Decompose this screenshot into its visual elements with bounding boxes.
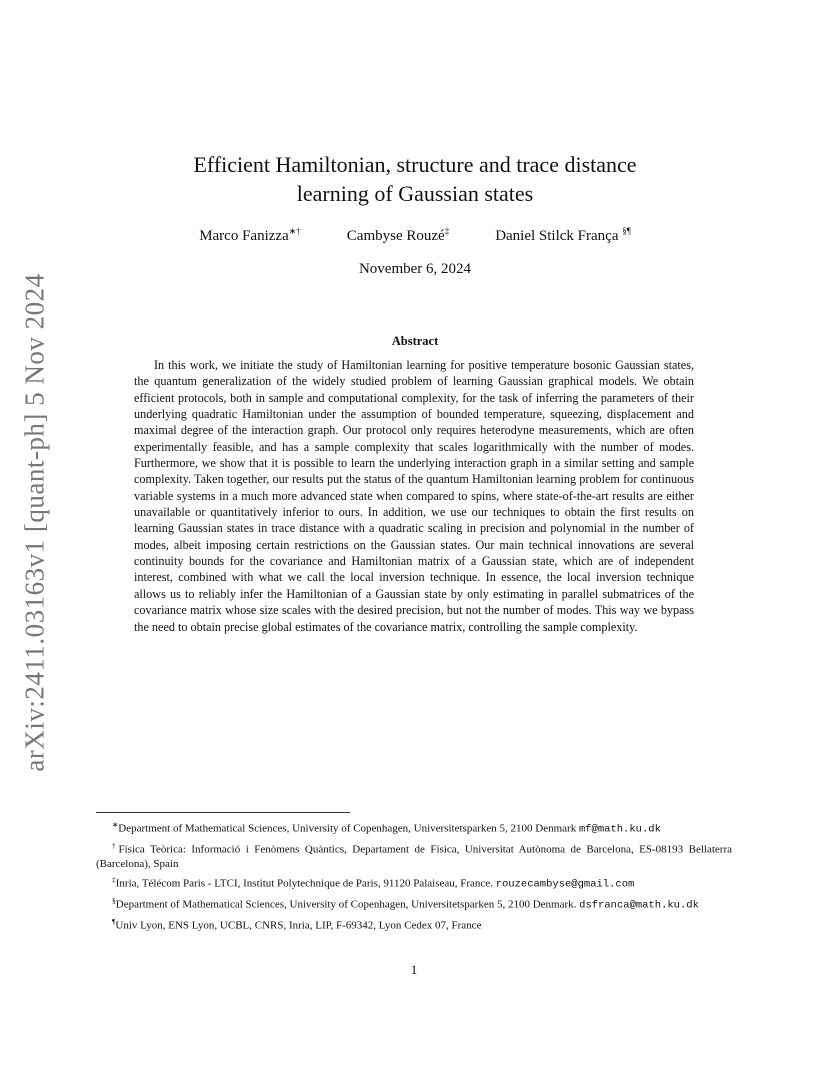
author-affiliation-marks: §¶ <box>622 226 631 236</box>
author-list <box>120 226 710 245</box>
footnote-4 <box>96 893 732 914</box>
footnotes <box>96 817 732 933</box>
abstract-text: In this work, we initiate the study of Hamiltonian learning for positive temperature bosonic Gaussian states, the quantum generalization of the widely studied problem of learning Gaussian graphical models. We obtain efficient protocols, both in sample and computational complexity, for the task of inferring the parameters of their underlying quadratic Hamiltonian under the assumption of bounded temperature, squeezing, displacement and maximal degree of the interaction graph. Our protocol only requires heterodyne measurements, which are often experimentally feasible, and has a sample complexity that scales logarithmically with the number of modes. Furthermore, we show that it is possible to learn the underlying interaction graph in a similar setting and sample complexity. Taken together, our results put the status of the quantum Hamiltonian learning problem for continuous variable systems in a much more advanced state when compared to spins, where state-of-the-art results are either unavailable or quantitatively inferior to ours. In addition, we use our techniques to obtain the first results on learning Gaussian states in trace distance with a quadratic scaling in precision and polynomial in the number of modes, albeit imposing certain restrictions on the Gaussian states. Our main technical innovations are several continuity bounds for the covariance and Hamiltonian matrix of a Gaussian state, which are of independent interest, combined with what we call the local inversion technique. In essence, the local inversion technique allows us to reliably infer the Hamiltonian of a Gaussian state by only estimating in parallel submatrices of the covariance matrix whose size scales with the desired precision, but not the number of modes. This way we bypass the need to obtain precise global estimates of the covariance matrix, controlling the sample complexity. <box>134 358 694 634</box>
footnote-mark: ∗ <box>112 820 119 829</box>
footnote-text: Inria, Télécom Paris - LTCI, Institut Polytechnique de Paris, 91120 Palaiseau, France. <box>115 877 496 890</box>
footnote-mark: † <box>112 840 119 850</box>
author-name: Cambyse Rouzé <box>346 228 445 244</box>
footnote-mark: § <box>112 895 116 905</box>
footnote-text: Física Teòrica: Informació i Fenòmens Quàntics, Departament de Física, Universitat Autònoma de Barcelona, ES-08193 Bellaterra (Barcelona), Spain <box>96 843 733 871</box>
footnote-mark: ¶ <box>112 916 116 926</box>
arxiv-identifier-text: arXiv:2411.03163v1 [quant-ph] 5 Nov 2024 <box>19 272 50 772</box>
author-2 <box>347 226 449 245</box>
title-line-2: learning of Gaussian states <box>296 181 534 206</box>
author-affiliation-marks: ∗† <box>288 226 301 236</box>
footnote-2 <box>96 838 732 873</box>
author-name: Marco Fanizza <box>199 228 289 244</box>
page-number: 1 <box>410 962 418 977</box>
footnote-1 <box>96 817 732 838</box>
footnote-email: rouzecambyse@gmail.com <box>495 878 635 891</box>
footnote-email: dsfranca@math.ku.dk <box>579 899 699 912</box>
footnote-mark: ‡ <box>112 875 116 885</box>
footnote-email: mf@math.ku.dk <box>578 823 661 836</box>
footnote-3 <box>96 872 732 893</box>
title-line-1: Efficient Hamiltonian, structure and trace distance <box>193 152 637 177</box>
footnote-text: Department of Mathematical Sciences, University of Copenhagen, Universitetsparken 5, 2100 Denmark <box>118 822 579 835</box>
publication-date: November 6, 2024 <box>358 261 472 277</box>
footnote-5 <box>96 914 732 934</box>
author-affiliation-marks: ‡ <box>444 226 450 236</box>
footnote-divider <box>96 812 350 813</box>
abstract-heading: Abstract <box>391 334 439 348</box>
author-name: Daniel Stilck França <box>495 228 623 244</box>
author-3 <box>495 226 631 245</box>
author-1 <box>199 226 301 245</box>
footnote-text: Department of Mathematical Sciences, University of Copenhagen, Universitetsparken 5, 2100 Denmark. <box>115 898 580 911</box>
footnote-text: Univ Lyon, ENS Lyon, UCBL, CNRS, Inria, LIP, F-69342, Lyon Cedex 07, France <box>115 919 482 932</box>
paper-title <box>120 150 710 208</box>
arxiv-identifier-stamp <box>6 272 64 772</box>
